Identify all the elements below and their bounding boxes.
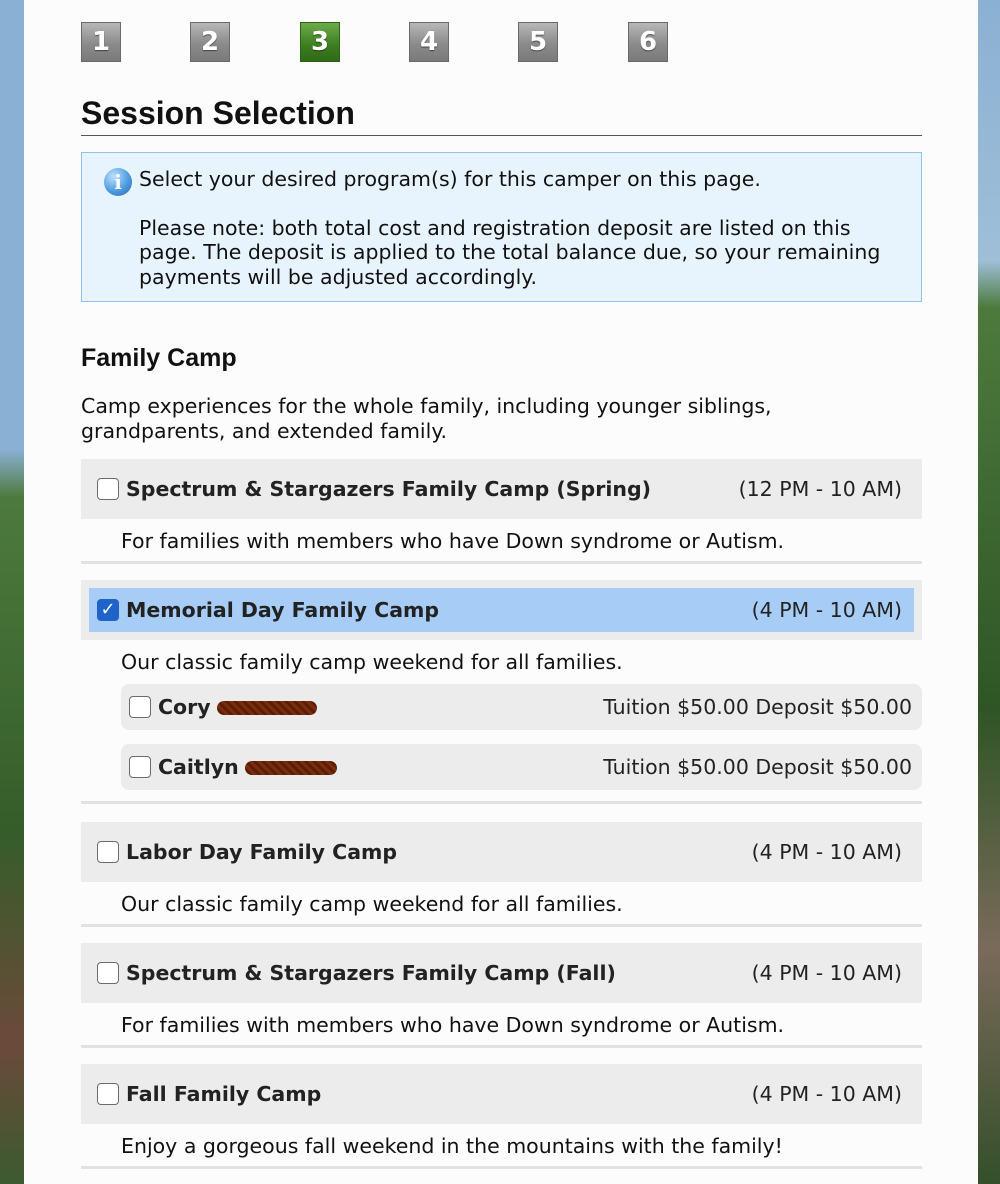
program-name: Fall Family Camp <box>126 1082 322 1106</box>
camper-list <box>81 684 922 790</box>
section-description: Camp experiences for the whole family, including younger siblings, grandparents, and extended family. <box>81 394 772 443</box>
program-time: (4 PM - 10 AM) <box>751 1082 902 1106</box>
camper-tuition-deposit: Tuition $50.00 Deposit $50.00 <box>603 755 912 779</box>
section-title: Family Camp <box>81 344 237 372</box>
registration-panel <box>24 0 978 1184</box>
info-box <box>81 152 922 302</box>
page-title: Session Selection <box>81 95 922 136</box>
program-header[interactable] <box>81 459 922 519</box>
redacted-surname <box>245 761 337 775</box>
camper-tuition-deposit: Tuition $50.00 Deposit $50.00 <box>603 695 912 719</box>
info-note: Please note: both total cost and registration deposit are listed on this page. The deposit is applied to the total balance due, so your remaining payments will be adjusted accordingly. <box>139 215 881 289</box>
divider <box>81 1045 922 1048</box>
program-description: Our classic family camp weekend for all families. <box>121 892 623 916</box>
divider <box>81 1166 922 1169</box>
background-photo-right <box>978 0 1000 1184</box>
program-name: Spectrum & Stargazers Family Camp (Fall) <box>126 961 616 985</box>
program-description: Enjoy a gorgeous fall weekend in the mountains with the family! <box>121 1134 783 1158</box>
program-spectrum-fall <box>81 943 922 1048</box>
program-time: (4 PM - 10 AM) <box>751 961 902 985</box>
program-fall-family <box>81 1064 922 1169</box>
step-2[interactable]: 2 <box>190 22 230 62</box>
program-time: (12 PM - 10 AM) <box>738 477 902 501</box>
step-1[interactable]: 1 <box>81 22 121 62</box>
info-instruction: Select your desired program(s) for this camper on this page. <box>139 167 761 191</box>
camper-name: Cory <box>158 695 317 719</box>
program-checkbox[interactable] <box>97 841 119 863</box>
program-checkbox-checked[interactable]: ✓ <box>97 599 119 621</box>
camper-row[interactable] <box>121 744 922 790</box>
camper-checkbox[interactable] <box>129 756 151 778</box>
program-name: Spectrum & Stargazers Family Camp (Spring) <box>126 477 651 501</box>
program-checkbox[interactable] <box>97 478 119 500</box>
program-spectrum-spring <box>81 459 922 564</box>
program-description: Our classic family camp weekend for all families. <box>121 650 623 674</box>
program-name: Memorial Day Family Camp <box>126 598 440 622</box>
program-labor-day <box>81 822 922 927</box>
program-header[interactable] <box>81 580 922 640</box>
program-checkbox[interactable] <box>97 962 119 984</box>
camper-row[interactable] <box>121 684 922 730</box>
program-name: Labor Day Family Camp <box>126 840 398 864</box>
program-header[interactable] <box>81 1064 922 1124</box>
divider <box>81 801 922 804</box>
step-3-current[interactable]: 3 <box>300 22 340 62</box>
step-5[interactable]: 5 <box>518 22 558 62</box>
camper-checkbox[interactable] <box>129 696 151 718</box>
camper-name: Caitlyn <box>158 755 337 779</box>
step-4[interactable]: 4 <box>409 22 449 62</box>
divider <box>81 924 922 927</box>
program-time: (4 PM - 10 AM) <box>751 840 902 864</box>
divider <box>81 561 922 564</box>
program-description: For families with members who have Down syndrome or Autism. <box>121 1013 785 1037</box>
program-memorial-day <box>81 580 922 804</box>
redacted-surname <box>217 701 317 715</box>
info-icon: i <box>104 168 132 196</box>
program-checkbox[interactable] <box>97 1083 119 1105</box>
program-header[interactable] <box>81 822 922 882</box>
program-time: (4 PM - 10 AM) <box>751 598 902 622</box>
program-header[interactable] <box>81 943 922 1003</box>
step-6[interactable]: 6 <box>628 22 668 62</box>
program-description: For families with members who have Down syndrome or Autism. <box>121 529 785 553</box>
background-photo-left <box>0 0 24 1184</box>
